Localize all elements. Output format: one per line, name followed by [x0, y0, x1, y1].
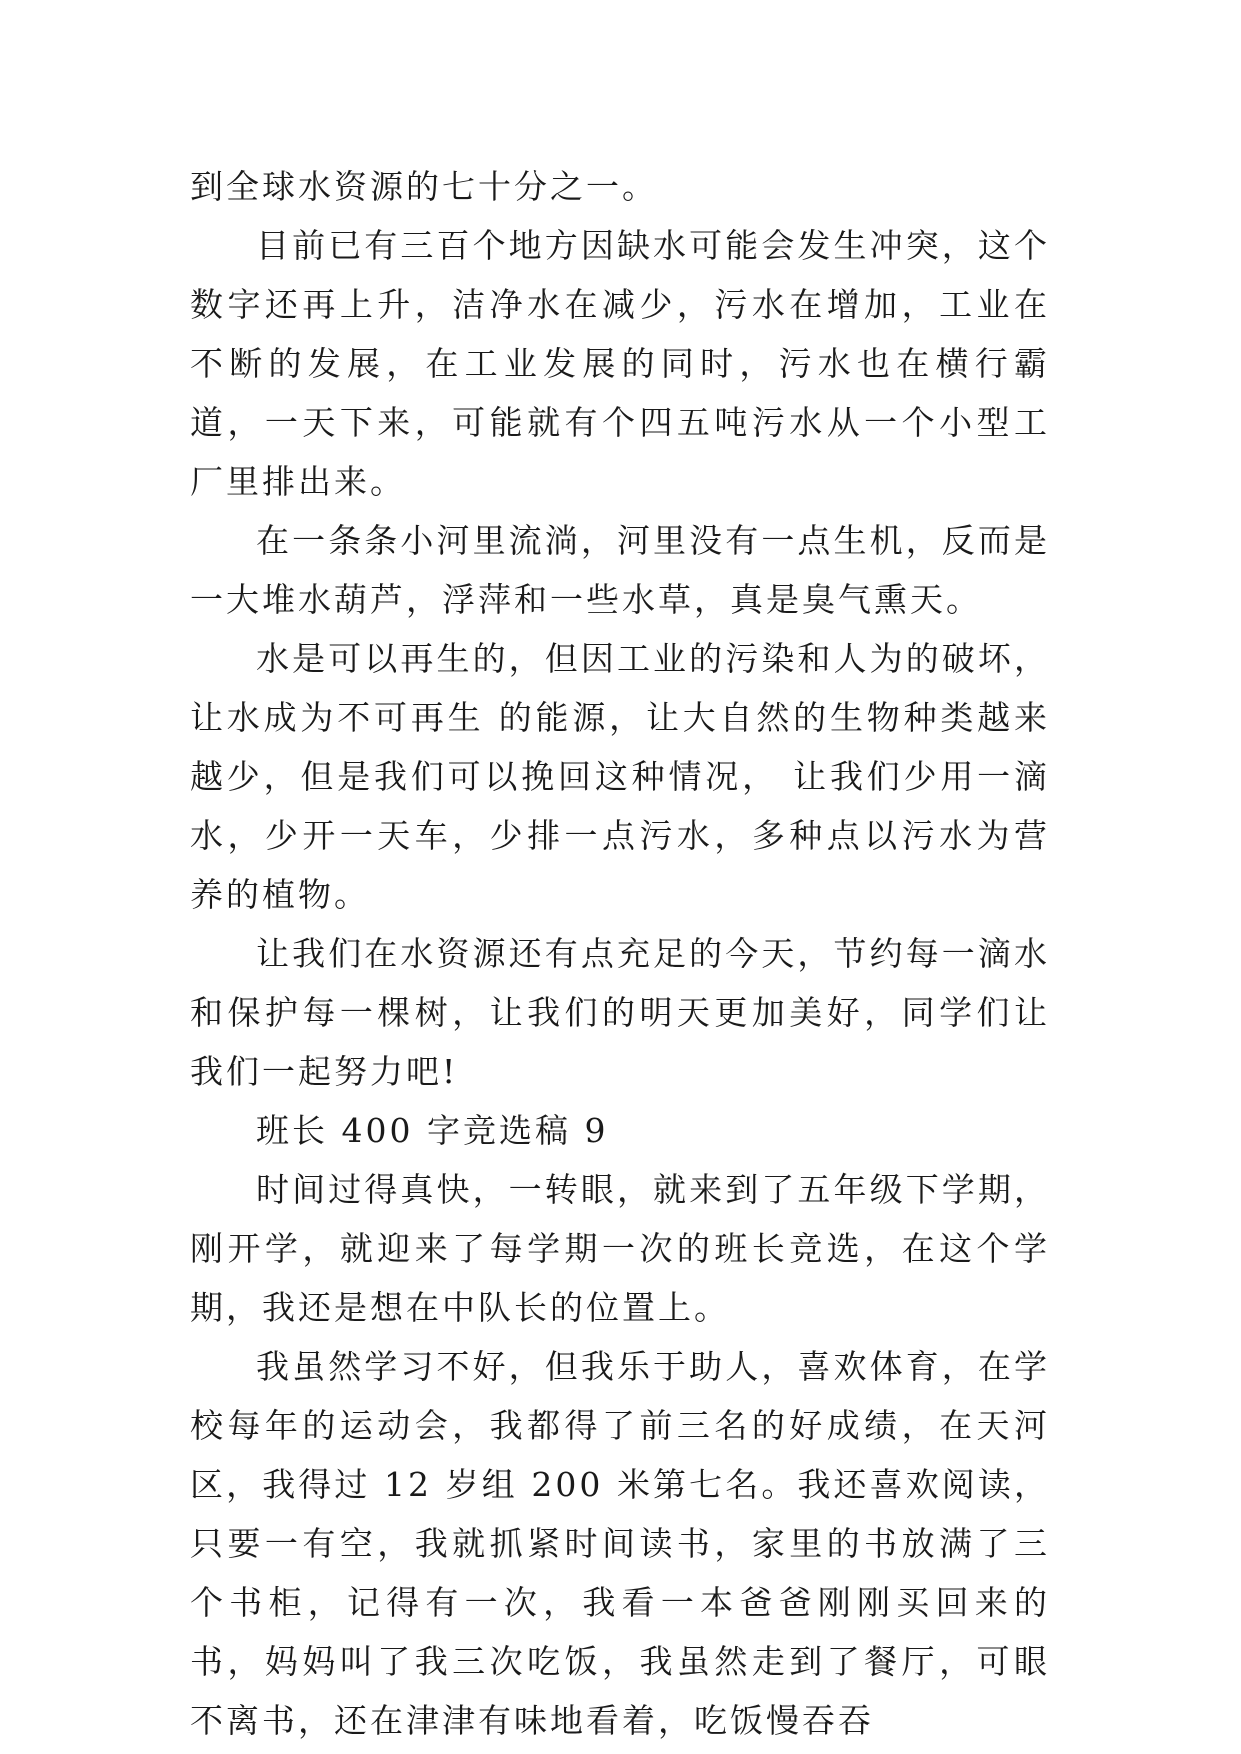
document-body: [190, 157, 1050, 1750]
paragraph-continuation: 到全球水资源的七十分之一。: [190, 167, 658, 206]
paragraph-self-description: 我虽然学习不好，但我乐于助人，喜欢体育，在学校每年的运动会，我都得了前三名的好成绩，在天河区，我得过 12 岁组 200 米第七名。我还喜欢阅读，只要一有空，我就抓紧时间读书，家里的书放满了三个书柜，记得有一次，我看一本爸爸刚刚买回来的书，妈妈叫了我三次吃饭，我虽然走到了餐厅，可眼不离书，还在津津有味地看着，吃饭慢吞吞: [190, 1347, 1050, 1740]
section-heading: 班长 400 字竞选稿 9: [256, 1111, 609, 1150]
paragraph-intro: 时间过得真快，一转眼，就来到了五年级下学期，刚开学，就迎来了每学期一次的班长竞选，在这个学期，我还是想在中队长的位置上。: [190, 1170, 1050, 1327]
paragraph-river: 在一条条小河里流淌，河里没有一点生机，反而是一大堆水葫芦，浮萍和一些水草，真是臭气熏天。: [190, 521, 1050, 619]
paragraph-water-conflict: 目前已有三百个地方因缺水可能会发生冲突，这个数字还再上升，洁净水在减少，污水在增加，工业在不断的发展，在工业发展的同时，污水也在横行霸道，一天下来，可能就有个四五吨污水从一个小型工厂里排出来。: [190, 226, 1050, 501]
paragraph-renewable: 水是可以再生的，但因工业的污染和人为的破坏，让水成为不可再生 的能源，让大自然的生物种类越来越少，但是我们可以挽回这种情况， 让我们少用一滴水，少开一天车，少排一点污水，多种点以污水为营 养的植物。: [190, 639, 1050, 914]
paragraph-call-to-action: 让我们在水资源还有点充足的今天，节约每一滴水和保护每一棵树，让我们的明天更加美好，同学们让我们一起努力吧!: [190, 934, 1050, 1091]
